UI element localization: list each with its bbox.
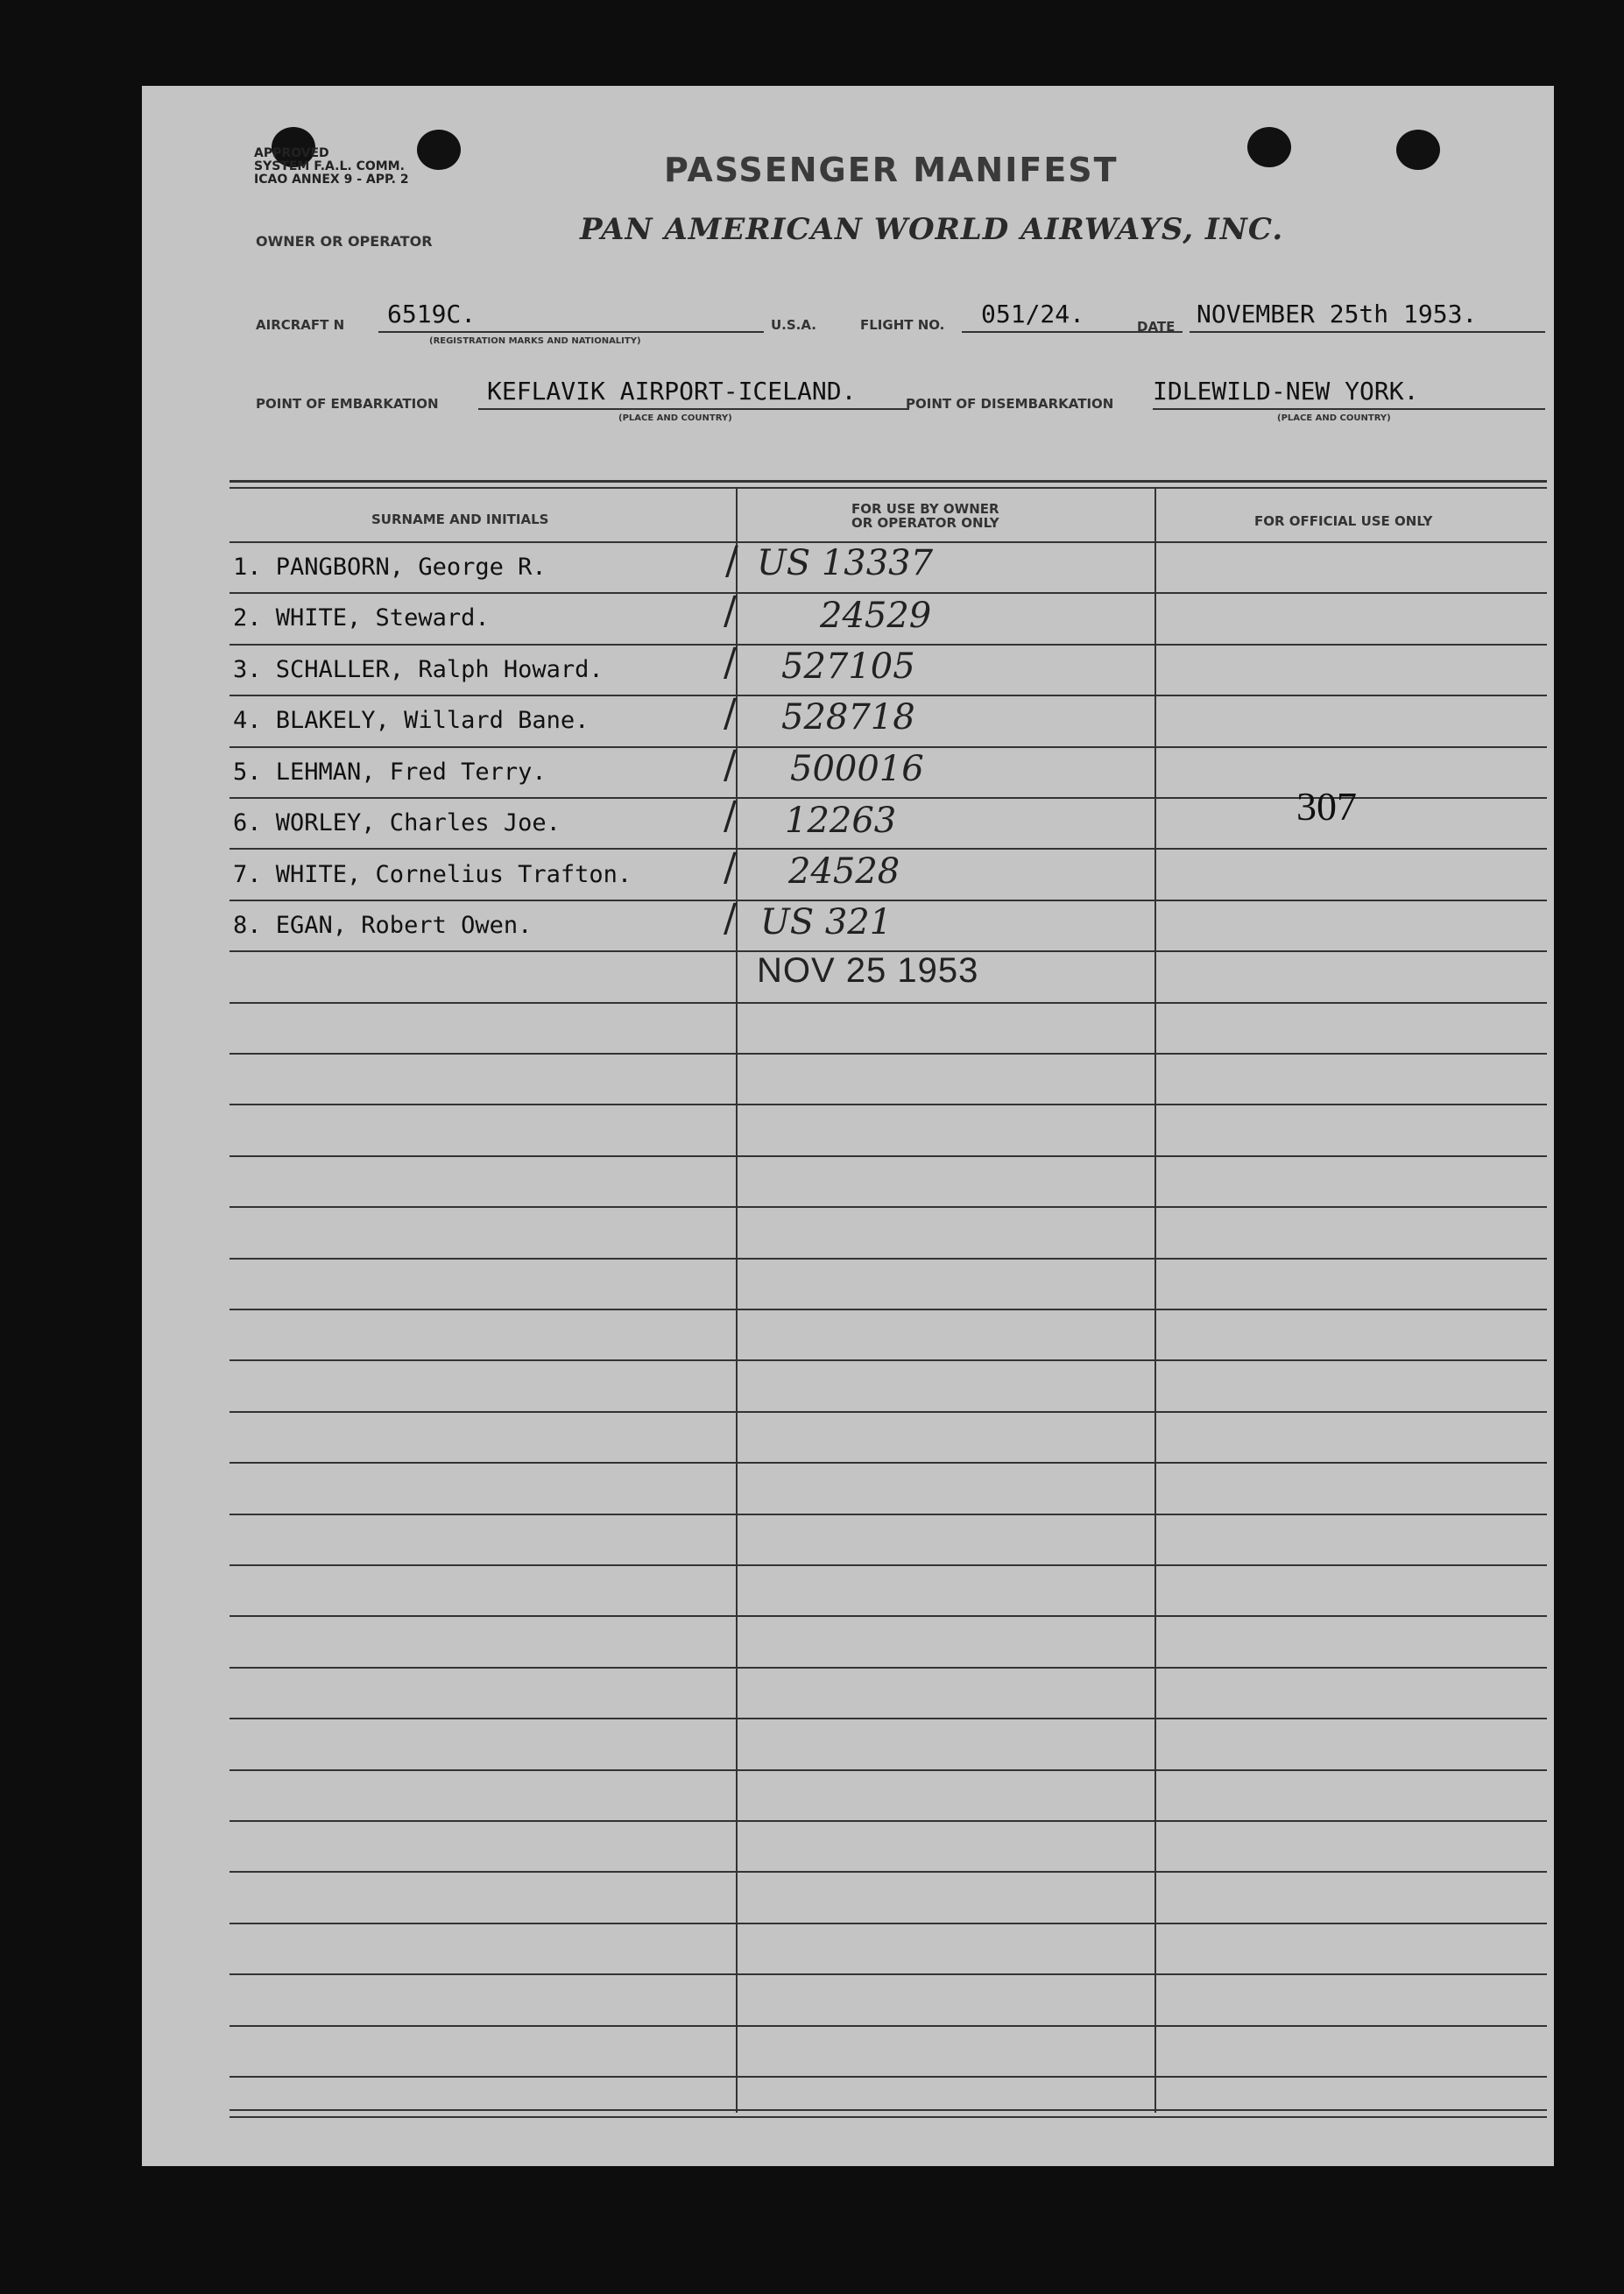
surname-column-header: SURNAME AND INITIALS (371, 512, 549, 527)
punch-hole (417, 130, 461, 170)
passenger-row: 6. WORLEY, Charles Joe. (233, 809, 561, 836)
embarkation-caption: (PLACE AND COUNTRY) (618, 413, 732, 423)
form-rule-line (229, 1973, 1547, 1975)
passenger-row: 8. EGAN, Robert Owen. (233, 912, 533, 939)
official-number: 307 (1296, 784, 1357, 829)
form-rule-line (229, 746, 1547, 748)
aircraft-field-line (378, 331, 764, 333)
table-bottom-rule (229, 2116, 1547, 2118)
check-mark: / (725, 539, 738, 583)
aircraft-label: AIRCRAFT N (256, 317, 345, 333)
form-rule-line (229, 1309, 1547, 1310)
punch-hole (1396, 130, 1440, 170)
passenger-row: 5. LEHMAN, Fred Terry. (233, 759, 547, 786)
table-bottom-rule (229, 2109, 1547, 2111)
form-rule-line (229, 1820, 1547, 1822)
form-rule-line (229, 900, 1547, 901)
table-top-rule (229, 487, 1547, 489)
form-rule-line (229, 644, 1547, 646)
form-rule-line (229, 2076, 1547, 2078)
owner-label: OWNER OR OPERATOR (256, 233, 433, 250)
passenger-number: 12263 (785, 801, 897, 841)
owner-column-header: OR OPERATOR ONLY (851, 515, 999, 531)
embarkation-field-line (478, 408, 909, 410)
check-mark: / (724, 640, 737, 685)
form-rule-line (229, 1923, 1547, 1924)
passenger-row: 2. WHITE, Steward. (233, 604, 490, 632)
date-stamp: NOV 25 1953 (757, 951, 979, 990)
passenger-row: 7. WHITE, Cornelius Trafton. (233, 861, 632, 888)
form-rule-line (229, 1053, 1547, 1055)
passenger-row: 3. SCHALLER, Ralph Howard. (233, 656, 604, 683)
form-rule-line (229, 695, 1547, 696)
form-rule-line (229, 1564, 1547, 1566)
form-rule-line (229, 1104, 1547, 1105)
passenger-number: 24528 (788, 851, 900, 892)
flight-number: 051/24. (981, 300, 1085, 328)
form-rule-line (229, 1667, 1547, 1669)
passenger-row: 1. PANGBORN, George R. (233, 554, 547, 581)
form-rule-line (229, 1462, 1547, 1464)
passenger-number: 528718 (781, 697, 915, 738)
check-mark: / (724, 845, 737, 890)
registration-caption: (REGISTRATION MARKS AND NATIONALITY) (429, 336, 641, 346)
disembarkation-value: IDLEWILD-NEW YORK. (1153, 377, 1419, 406)
operator-name: PAN AMERICAN WORLD AIRWAYS, INC. (580, 212, 1284, 247)
disembarkation-label: POINT OF DISEMBARKATION (906, 396, 1114, 412)
passenger-number: 527105 (781, 646, 915, 687)
form-rule-line (229, 1769, 1547, 1771)
punch-hole (1247, 127, 1291, 167)
approval-note: APPROVED SYSTEM F.A.L. COMM. ICAO ANNEX 9 - APP. 2 (254, 146, 409, 187)
passenger-number: 24529 (820, 596, 932, 636)
column-divider (1154, 487, 1156, 2113)
form-rule-line (229, 1002, 1547, 1004)
official-column-header: FOR OFFICIAL USE ONLY (1254, 513, 1433, 529)
form-rule-line (229, 1871, 1547, 1873)
passenger-number: 500016 (790, 749, 924, 789)
form-rule-line (229, 1411, 1547, 1413)
date-field-line (1190, 331, 1545, 333)
disembarkation-field-line (1153, 408, 1545, 410)
passenger-number: US 13337 (757, 543, 934, 583)
form-rule-line (229, 848, 1547, 850)
flight-date: NOVEMBER 25th 1953. (1197, 300, 1478, 328)
check-mark: / (724, 794, 737, 838)
passenger-row: 4. BLAKELY, Willard Bane. (233, 707, 590, 734)
check-mark: / (724, 589, 737, 633)
form-rule-line (229, 1258, 1547, 1260)
embarkation-value: KEFLAVIK AIRPORT-ICELAND. (487, 377, 857, 406)
check-mark: / (724, 691, 737, 736)
table-top-rule (229, 480, 1547, 483)
form-rule-line (229, 1206, 1547, 1208)
date-label: DATE (1137, 319, 1176, 335)
form-rule-line (229, 1718, 1547, 1719)
check-mark: / (724, 896, 737, 941)
embarkation-label: POINT OF EMBARKATION (256, 396, 439, 412)
form-rule-line (229, 1155, 1547, 1157)
aircraft-value: 6519C. (387, 300, 477, 328)
form-rule-line (229, 592, 1547, 594)
form-rule-line (229, 2025, 1547, 2027)
flight-label: FLIGHT NO. (860, 317, 945, 333)
form-rule-line (229, 1359, 1547, 1361)
form-rule-line (229, 1615, 1547, 1617)
check-mark: / (724, 743, 737, 787)
form-rule-line (229, 1514, 1547, 1515)
country-label: U.S.A. (771, 317, 816, 333)
owner-column-header: FOR USE BY OWNER (851, 501, 999, 517)
disembarkation-caption: (PLACE AND COUNTRY) (1277, 413, 1391, 423)
passenger-number: US 321 (760, 902, 893, 942)
page-title: PASSENGER MANIFEST (664, 151, 1119, 189)
